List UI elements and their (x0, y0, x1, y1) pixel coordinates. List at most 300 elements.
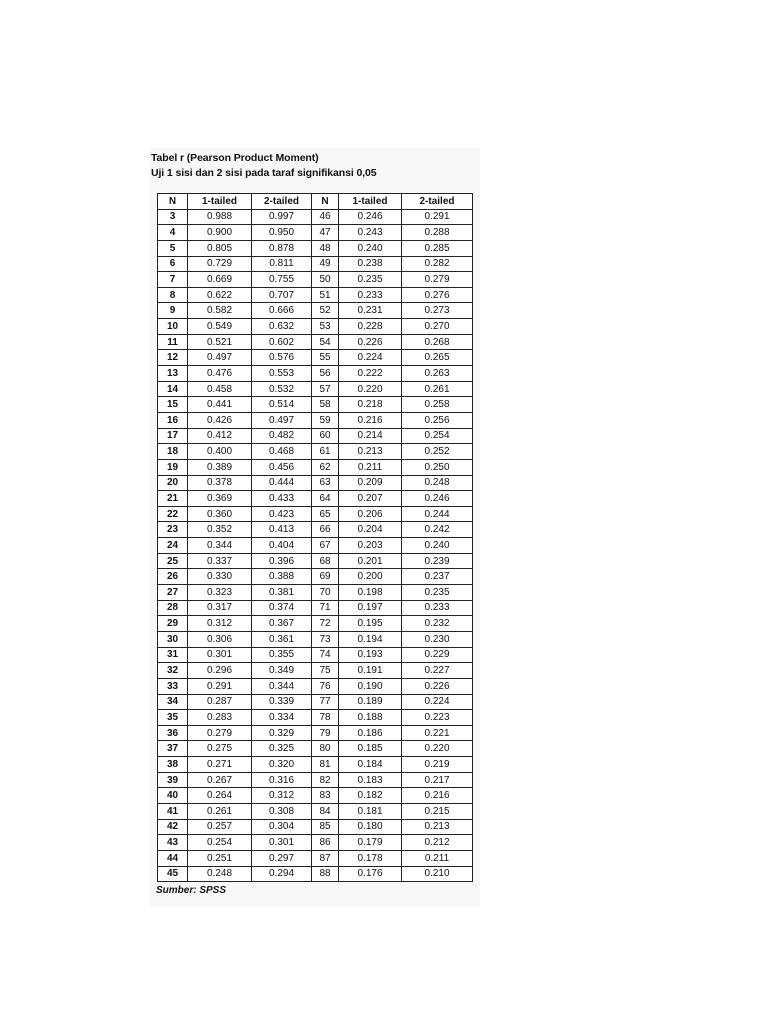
cell-1-tailed-left: 0.254 (188, 835, 252, 851)
cell-2-tailed-right: 0.219 (402, 757, 473, 773)
cell-n-left: 11 (158, 334, 188, 350)
cell-2-tailed-left: 0.304 (252, 819, 312, 835)
cell-2-tailed-left: 0.602 (252, 334, 312, 350)
cell-1-tailed-right: 0.226 (339, 334, 402, 350)
cell-2-tailed-left: 0.294 (252, 866, 312, 882)
cell-1-tailed-right: 0.184 (339, 757, 402, 773)
cell-n-right: 73 (312, 631, 339, 647)
header-2-tailed-right: 2-tailed (402, 194, 473, 210)
table-row (158, 710, 473, 726)
table-row (158, 475, 473, 491)
cell-n-right: 82 (312, 772, 339, 788)
table-row (158, 366, 473, 382)
cell-2-tailed-right: 0.252 (402, 444, 473, 460)
cell-2-tailed-right: 0.210 (402, 866, 473, 882)
cell-n-right: 77 (312, 694, 339, 710)
cell-n-right: 59 (312, 412, 339, 428)
cell-2-tailed-right: 0.223 (402, 710, 473, 726)
cell-n-right: 76 (312, 678, 339, 694)
header-n-left: N (158, 194, 188, 210)
table-header-row (158, 194, 473, 210)
cell-n-right: 80 (312, 741, 339, 757)
cell-1-tailed-left: 0.251 (188, 850, 252, 866)
cell-2-tailed-right: 0.215 (402, 803, 473, 819)
cell-1-tailed-left: 0.360 (188, 506, 252, 522)
cell-2-tailed-left: 0.355 (252, 647, 312, 663)
cell-2-tailed-right: 0.270 (402, 319, 473, 335)
table-row (158, 444, 473, 460)
cell-1-tailed-right: 0.200 (339, 569, 402, 585)
table-row (158, 803, 473, 819)
table-row (158, 757, 473, 773)
cell-n-left: 19 (158, 459, 188, 475)
cell-n-right: 48 (312, 240, 339, 256)
cell-n-left: 43 (158, 835, 188, 851)
cell-1-tailed-right: 0.209 (339, 475, 402, 491)
source-note: Sumber: SPSS (156, 885, 227, 896)
cell-1-tailed-right: 0.207 (339, 491, 402, 507)
cell-1-tailed-right: 0.216 (339, 412, 402, 428)
cell-2-tailed-right: 0.240 (402, 538, 473, 554)
cell-1-tailed-right: 0.218 (339, 397, 402, 413)
cell-1-tailed-right: 0.228 (339, 319, 402, 335)
cell-n-right: 69 (312, 569, 339, 585)
cell-2-tailed-right: 0.263 (402, 366, 473, 382)
cell-2-tailed-right: 0.254 (402, 428, 473, 444)
cell-2-tailed-right: 0.221 (402, 725, 473, 741)
cell-2-tailed-right: 0.258 (402, 397, 473, 413)
cell-n-right: 87 (312, 850, 339, 866)
cell-1-tailed-right: 0.190 (339, 678, 402, 694)
table-row (158, 397, 473, 413)
cell-1-tailed-left: 0.264 (188, 788, 252, 804)
cell-2-tailed-left: 0.381 (252, 585, 312, 601)
table-row (158, 850, 473, 866)
cell-2-tailed-right: 0.232 (402, 616, 473, 632)
table-row (158, 491, 473, 507)
cell-n-left: 29 (158, 616, 188, 632)
cell-1-tailed-left: 0.805 (188, 240, 252, 256)
cell-1-tailed-left: 0.317 (188, 600, 252, 616)
cell-1-tailed-left: 0.337 (188, 553, 252, 569)
cell-1-tailed-right: 0.238 (339, 256, 402, 272)
cell-n-right: 56 (312, 366, 339, 382)
cell-n-left: 45 (158, 866, 188, 882)
cell-1-tailed-right: 0.193 (339, 647, 402, 663)
cell-n-right: 67 (312, 538, 339, 554)
table-row (158, 334, 473, 350)
cell-2-tailed-left: 0.576 (252, 350, 312, 366)
cell-1-tailed-left: 0.330 (188, 569, 252, 585)
cell-2-tailed-right: 0.265 (402, 350, 473, 366)
cell-2-tailed-right: 0.230 (402, 631, 473, 647)
cell-2-tailed-right: 0.213 (402, 819, 473, 835)
cell-1-tailed-left: 0.323 (188, 585, 252, 601)
cell-1-tailed-right: 0.233 (339, 287, 402, 303)
cell-2-tailed-right: 0.233 (402, 600, 473, 616)
table-row (158, 209, 473, 225)
table-row (158, 240, 473, 256)
cell-n-right: 70 (312, 585, 339, 601)
cell-2-tailed-left: 0.950 (252, 225, 312, 241)
cell-2-tailed-left: 0.755 (252, 272, 312, 288)
cell-1-tailed-right: 0.179 (339, 835, 402, 851)
table-row (158, 522, 473, 538)
cell-2-tailed-left: 0.514 (252, 397, 312, 413)
cell-1-tailed-left: 0.296 (188, 663, 252, 679)
table-row (158, 678, 473, 694)
cell-1-tailed-right: 0.186 (339, 725, 402, 741)
cell-1-tailed-right: 0.195 (339, 616, 402, 632)
cell-2-tailed-left: 0.811 (252, 256, 312, 272)
cell-1-tailed-right: 0.214 (339, 428, 402, 444)
table-row (158, 788, 473, 804)
table-row (158, 694, 473, 710)
cell-2-tailed-right: 0.248 (402, 475, 473, 491)
cell-n-left: 28 (158, 600, 188, 616)
cell-n-right: 58 (312, 397, 339, 413)
cell-n-left: 16 (158, 412, 188, 428)
table-row (158, 663, 473, 679)
cell-2-tailed-left: 0.497 (252, 412, 312, 428)
cell-1-tailed-right: 0.191 (339, 663, 402, 679)
cell-2-tailed-left: 0.344 (252, 678, 312, 694)
table-row (158, 553, 473, 569)
table-row (158, 256, 473, 272)
cell-2-tailed-right: 0.250 (402, 459, 473, 475)
cell-1-tailed-right: 0.188 (339, 710, 402, 726)
cell-n-right: 62 (312, 459, 339, 475)
cell-n-left: 35 (158, 710, 188, 726)
cell-n-left: 34 (158, 694, 188, 710)
cell-1-tailed-right: 0.203 (339, 538, 402, 554)
cell-n-left: 10 (158, 319, 188, 335)
cell-2-tailed-left: 0.320 (252, 757, 312, 773)
cell-1-tailed-right: 0.197 (339, 600, 402, 616)
cell-1-tailed-right: 0.231 (339, 303, 402, 319)
cell-1-tailed-right: 0.235 (339, 272, 402, 288)
cell-1-tailed-left: 0.275 (188, 741, 252, 757)
cell-2-tailed-right: 0.229 (402, 647, 473, 663)
cell-2-tailed-left: 0.361 (252, 631, 312, 647)
cell-n-right: 46 (312, 209, 339, 225)
cell-2-tailed-left: 0.367 (252, 616, 312, 632)
cell-n-left: 5 (158, 240, 188, 256)
cell-1-tailed-left: 0.312 (188, 616, 252, 632)
cell-1-tailed-right: 0.204 (339, 522, 402, 538)
cell-2-tailed-left: 0.396 (252, 553, 312, 569)
table-row (158, 616, 473, 632)
cell-1-tailed-right: 0.178 (339, 850, 402, 866)
cell-1-tailed-left: 0.279 (188, 725, 252, 741)
table-row (158, 569, 473, 585)
cell-2-tailed-left: 0.316 (252, 772, 312, 788)
cell-n-right: 49 (312, 256, 339, 272)
cell-1-tailed-left: 0.549 (188, 319, 252, 335)
cell-2-tailed-right: 0.288 (402, 225, 473, 241)
cell-2-tailed-left: 0.707 (252, 287, 312, 303)
cell-1-tailed-left: 0.669 (188, 272, 252, 288)
cell-n-right: 71 (312, 600, 339, 616)
cell-2-tailed-left: 0.532 (252, 381, 312, 397)
cell-2-tailed-right: 0.235 (402, 585, 473, 601)
cell-2-tailed-left: 0.297 (252, 850, 312, 866)
cell-2-tailed-left: 0.553 (252, 366, 312, 382)
header-n-right: N (312, 194, 339, 210)
cell-1-tailed-right: 0.198 (339, 585, 402, 601)
header-1-tailed-right: 1-tailed (339, 194, 402, 210)
cell-2-tailed-right: 0.291 (402, 209, 473, 225)
cell-2-tailed-left: 0.444 (252, 475, 312, 491)
cell-1-tailed-left: 0.582 (188, 303, 252, 319)
cell-2-tailed-left: 0.312 (252, 788, 312, 804)
cell-n-right: 78 (312, 710, 339, 726)
title-line-2: Uji 1 sisi dan 2 sisi pada taraf signifikansi 0,05 (151, 167, 377, 179)
cell-n-left: 18 (158, 444, 188, 460)
cell-1-tailed-right: 0.224 (339, 350, 402, 366)
cell-n-left: 30 (158, 631, 188, 647)
cell-1-tailed-right: 0.220 (339, 381, 402, 397)
cell-n-left: 33 (158, 678, 188, 694)
cell-n-right: 57 (312, 381, 339, 397)
cell-2-tailed-right: 0.268 (402, 334, 473, 350)
cell-1-tailed-right: 0.194 (339, 631, 402, 647)
cell-n-right: 51 (312, 287, 339, 303)
cell-1-tailed-right: 0.181 (339, 803, 402, 819)
cell-1-tailed-left: 0.400 (188, 444, 252, 460)
cell-n-left: 4 (158, 225, 188, 241)
cell-n-left: 15 (158, 397, 188, 413)
cell-2-tailed-left: 0.388 (252, 569, 312, 585)
cell-1-tailed-left: 0.476 (188, 366, 252, 382)
cell-1-tailed-left: 0.287 (188, 694, 252, 710)
cell-2-tailed-right: 0.226 (402, 678, 473, 694)
cell-1-tailed-right: 0.240 (339, 240, 402, 256)
cell-2-tailed-right: 0.239 (402, 553, 473, 569)
cell-1-tailed-right: 0.180 (339, 819, 402, 835)
document-title (151, 151, 480, 181)
cell-n-left: 6 (158, 256, 188, 272)
cell-1-tailed-left: 0.301 (188, 647, 252, 663)
table-row (158, 538, 473, 554)
cell-n-left: 13 (158, 366, 188, 382)
table-row (158, 303, 473, 319)
cell-2-tailed-left: 0.349 (252, 663, 312, 679)
cell-n-left: 31 (158, 647, 188, 663)
cell-n-right: 60 (312, 428, 339, 444)
cell-n-left: 22 (158, 506, 188, 522)
cell-1-tailed-right: 0.246 (339, 209, 402, 225)
cell-2-tailed-left: 0.468 (252, 444, 312, 460)
cell-2-tailed-left: 0.632 (252, 319, 312, 335)
table-row (158, 741, 473, 757)
cell-n-left: 36 (158, 725, 188, 741)
cell-n-right: 64 (312, 491, 339, 507)
cell-2-tailed-left: 0.666 (252, 303, 312, 319)
table-row (158, 319, 473, 335)
cell-1-tailed-left: 0.271 (188, 757, 252, 773)
cell-n-left: 41 (158, 803, 188, 819)
table-row (158, 412, 473, 428)
table-row (158, 835, 473, 851)
cell-1-tailed-left: 0.257 (188, 819, 252, 835)
table-row (158, 459, 473, 475)
table-body (158, 209, 473, 882)
cell-2-tailed-left: 0.301 (252, 835, 312, 851)
cell-2-tailed-left: 0.339 (252, 694, 312, 710)
cell-n-left: 44 (158, 850, 188, 866)
table-row (158, 225, 473, 241)
table-row (158, 585, 473, 601)
cell-n-left: 26 (158, 569, 188, 585)
cell-1-tailed-right: 0.182 (339, 788, 402, 804)
cell-n-left: 21 (158, 491, 188, 507)
cell-2-tailed-right: 0.282 (402, 256, 473, 272)
cell-n-right: 86 (312, 835, 339, 851)
cell-n-left: 3 (158, 209, 188, 225)
cell-1-tailed-left: 0.261 (188, 803, 252, 819)
cell-n-left: 17 (158, 428, 188, 444)
cell-2-tailed-right: 0.237 (402, 569, 473, 585)
cell-n-right: 68 (312, 553, 339, 569)
cell-1-tailed-left: 0.900 (188, 225, 252, 241)
cell-2-tailed-left: 0.413 (252, 522, 312, 538)
cell-1-tailed-right: 0.222 (339, 366, 402, 382)
cell-n-right: 84 (312, 803, 339, 819)
cell-1-tailed-right: 0.185 (339, 741, 402, 757)
cell-n-right: 55 (312, 350, 339, 366)
cell-1-tailed-right: 0.206 (339, 506, 402, 522)
cell-1-tailed-left: 0.306 (188, 631, 252, 647)
document-page (150, 148, 480, 906)
cell-2-tailed-right: 0.246 (402, 491, 473, 507)
cell-n-right: 75 (312, 663, 339, 679)
cell-2-tailed-right: 0.216 (402, 788, 473, 804)
cell-n-left: 40 (158, 788, 188, 804)
cell-n-right: 65 (312, 506, 339, 522)
cell-2-tailed-left: 0.433 (252, 491, 312, 507)
cell-1-tailed-right: 0.176 (339, 866, 402, 882)
cell-1-tailed-left: 0.426 (188, 412, 252, 428)
cell-1-tailed-left: 0.458 (188, 381, 252, 397)
cell-n-right: 81 (312, 757, 339, 773)
cell-2-tailed-right: 0.212 (402, 835, 473, 851)
table-row (158, 725, 473, 741)
table-row (158, 506, 473, 522)
cell-n-right: 88 (312, 866, 339, 882)
cell-1-tailed-left: 0.729 (188, 256, 252, 272)
cell-1-tailed-left: 0.267 (188, 772, 252, 788)
table-row (158, 866, 473, 882)
cell-1-tailed-left: 0.283 (188, 710, 252, 726)
cell-1-tailed-right: 0.183 (339, 772, 402, 788)
cell-2-tailed-left: 0.329 (252, 725, 312, 741)
table-row (158, 350, 473, 366)
cell-1-tailed-left: 0.412 (188, 428, 252, 444)
cell-2-tailed-right: 0.279 (402, 272, 473, 288)
cell-2-tailed-right: 0.211 (402, 850, 473, 866)
cell-1-tailed-left: 0.497 (188, 350, 252, 366)
title-line-1: Tabel r (Pearson Product Moment) (151, 152, 319, 164)
cell-1-tailed-right: 0.211 (339, 459, 402, 475)
cell-2-tailed-left: 0.878 (252, 240, 312, 256)
cell-2-tailed-right: 0.217 (402, 772, 473, 788)
cell-2-tailed-left: 0.456 (252, 459, 312, 475)
cell-n-right: 47 (312, 225, 339, 241)
cell-n-left: 39 (158, 772, 188, 788)
cell-n-left: 7 (158, 272, 188, 288)
cell-2-tailed-right: 0.224 (402, 694, 473, 710)
cell-n-left: 25 (158, 553, 188, 569)
cell-2-tailed-left: 0.374 (252, 600, 312, 616)
cell-1-tailed-left: 0.988 (188, 209, 252, 225)
table-row (158, 772, 473, 788)
cell-1-tailed-right: 0.213 (339, 444, 402, 460)
cell-1-tailed-left: 0.441 (188, 397, 252, 413)
cell-n-left: 27 (158, 585, 188, 601)
cell-n-right: 72 (312, 616, 339, 632)
cell-n-right: 83 (312, 788, 339, 804)
cell-n-right: 54 (312, 334, 339, 350)
table-row (158, 819, 473, 835)
cell-n-right: 52 (312, 303, 339, 319)
cell-1-tailed-right: 0.243 (339, 225, 402, 241)
cell-2-tailed-left: 0.404 (252, 538, 312, 554)
table-row (158, 381, 473, 397)
table-row (158, 647, 473, 663)
table-row (158, 287, 473, 303)
cell-1-tailed-left: 0.291 (188, 678, 252, 694)
cell-2-tailed-right: 0.273 (402, 303, 473, 319)
table-row (158, 272, 473, 288)
header-1-tailed-left: 1-tailed (188, 194, 252, 210)
table-row (158, 631, 473, 647)
cell-2-tailed-right: 0.242 (402, 522, 473, 538)
cell-1-tailed-left: 0.352 (188, 522, 252, 538)
cell-n-left: 38 (158, 757, 188, 773)
cell-1-tailed-right: 0.201 (339, 553, 402, 569)
cell-2-tailed-left: 0.482 (252, 428, 312, 444)
cell-1-tailed-left: 0.378 (188, 475, 252, 491)
cell-2-tailed-left: 0.423 (252, 506, 312, 522)
cell-n-right: 74 (312, 647, 339, 663)
cell-n-left: 32 (158, 663, 188, 679)
cell-2-tailed-right: 0.244 (402, 506, 473, 522)
cell-2-tailed-right: 0.285 (402, 240, 473, 256)
cell-n-right: 61 (312, 444, 339, 460)
table-row (158, 428, 473, 444)
cell-1-tailed-left: 0.389 (188, 459, 252, 475)
cell-n-right: 63 (312, 475, 339, 491)
cell-2-tailed-right: 0.276 (402, 287, 473, 303)
cell-1-tailed-left: 0.521 (188, 334, 252, 350)
cell-1-tailed-left: 0.369 (188, 491, 252, 507)
cell-1-tailed-left: 0.344 (188, 538, 252, 554)
cell-1-tailed-right: 0.189 (339, 694, 402, 710)
cell-2-tailed-right: 0.256 (402, 412, 473, 428)
cell-2-tailed-right: 0.227 (402, 663, 473, 679)
cell-2-tailed-left: 0.325 (252, 741, 312, 757)
cell-n-left: 20 (158, 475, 188, 491)
header-2-tailed-left: 2-tailed (252, 194, 312, 210)
cell-n-left: 23 (158, 522, 188, 538)
cell-2-tailed-left: 0.308 (252, 803, 312, 819)
cell-n-right: 50 (312, 272, 339, 288)
cell-n-left: 9 (158, 303, 188, 319)
cell-n-left: 42 (158, 819, 188, 835)
cell-1-tailed-left: 0.622 (188, 287, 252, 303)
cell-n-left: 8 (158, 287, 188, 303)
